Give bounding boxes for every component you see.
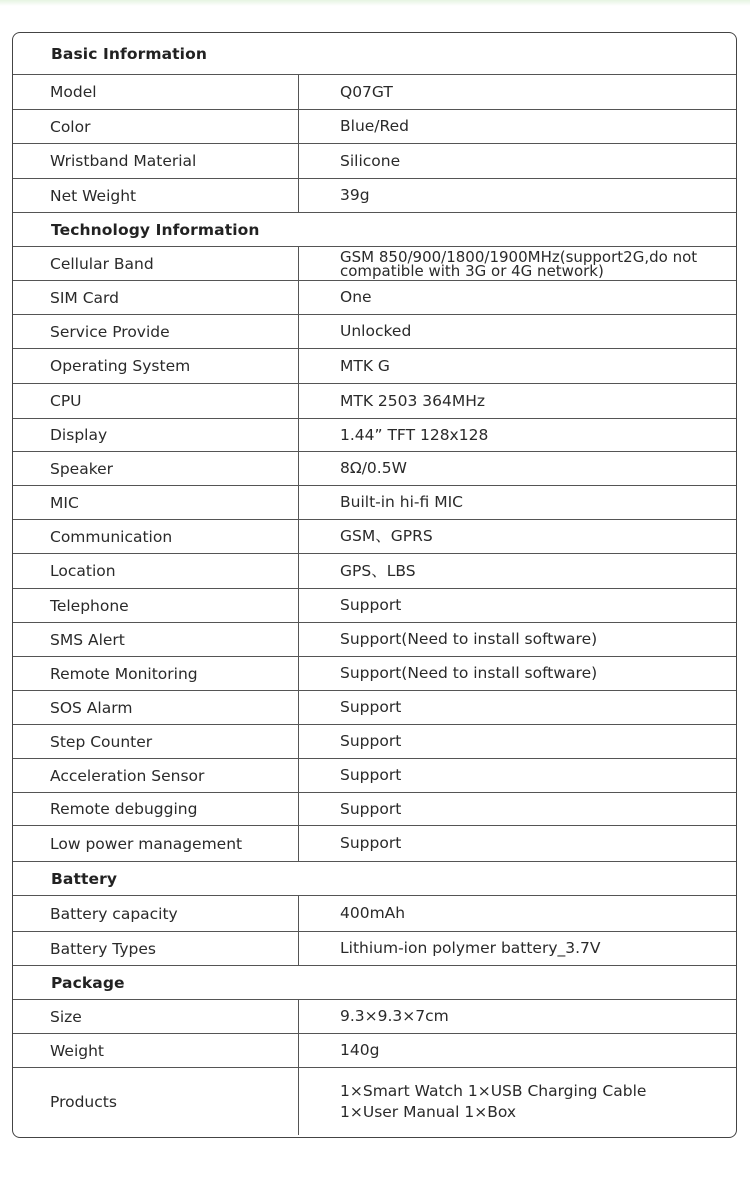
spec-row-size [13,1000,736,1034]
spec-row-sms-alert [13,623,736,657]
spec-label: Low power management [13,826,299,861]
spec-value: Blue/Red [340,117,409,135]
spec-value: Support(Need to install software) [340,664,598,682]
spec-label: SIM Card [13,281,299,314]
spec-label: Remote debugging [13,793,299,825]
spec-value: GSM、GPRS [340,527,433,545]
spec-table [12,32,737,1138]
spec-row-cpu [13,384,736,419]
spec-value: 8Ω/0.5W [340,459,407,477]
spec-row-remote-monitoring [13,657,736,691]
spec-value: Support [340,834,402,852]
spec-label: Telephone [13,589,299,622]
spec-row-color [13,110,736,144]
spec-label: SOS Alarm [13,691,299,724]
spec-row-communication [13,520,736,554]
top-accent-strip [0,0,750,6]
section-title: Basic Information [51,44,207,63]
spec-row-low-power-management [13,826,736,862]
spec-row-location [13,554,736,589]
spec-value: MTK G [340,356,390,375]
spec-row-service-provide [13,315,736,349]
spec-row-sim-card [13,281,736,315]
spec-value: 400mAh [340,904,406,922]
spec-value: Q07GT [340,82,393,101]
spec-value: One [340,288,372,306]
spec-value: Unlocked [340,322,412,340]
spec-value: Silicone [340,151,401,170]
spec-label: Acceleration Sensor [13,759,299,792]
section-basic-information [13,33,736,75]
spec-label: Products [13,1068,299,1135]
spec-label: Weight [13,1034,299,1067]
spec-row-weight [13,1034,736,1068]
spec-label: Operating System [13,349,299,383]
spec-value: Support [340,732,402,750]
spec-row-products [13,1068,736,1135]
section-battery [13,862,736,896]
section-title: Battery [51,869,118,888]
spec-label: Net Weight [13,179,299,212]
section-package [13,966,736,1000]
spec-row-step-counter [13,725,736,759]
spec-label: Size [13,1000,299,1033]
spec-label: SMS Alert [13,623,299,656]
spec-row-net-weight [13,179,736,213]
spec-value: Built-in hi-fi MIC [340,493,463,511]
spec-row-speaker [13,452,736,486]
spec-row-mic [13,486,736,520]
section-title: Technology Information [51,220,260,239]
spec-label: Battery Types [13,932,299,965]
spec-value: 1.44” TFT 128x128 [340,425,489,444]
spec-label: Battery capacity [13,896,299,931]
spec-value: GPS、LBS [340,561,416,580]
section-technology-information [13,213,736,247]
spec-value: Lithium-ion polymer battery_3.7V [340,939,601,957]
spec-value: GSM 850/900/1800/1900MHz(support2G,do not compatible with 3G or 4G network) [340,247,698,280]
spec-value: 39g [340,186,370,204]
spec-value: Support [340,698,402,716]
spec-label: Remote Monitoring [13,657,299,690]
spec-row-sos-alarm [13,691,736,725]
spec-value: 1×Smart Watch 1×USB Charging Cable 1×User Manual 1×Box [340,1081,647,1121]
spec-value: Support [340,596,402,614]
spec-row-cellular-band [13,247,736,281]
spec-label: CPU [13,384,299,418]
spec-label: Display [13,419,299,451]
section-title: Package [51,973,125,992]
spec-row-telephone [13,589,736,623]
spec-row-battery-types [13,932,736,966]
spec-label: Cellular Band [13,247,299,280]
spec-label: Model [13,75,299,109]
spec-value: Support [340,799,402,818]
spec-label: Communication [13,520,299,553]
spec-label: Color [13,110,299,143]
spec-label: Service Provide [13,315,299,348]
spec-label: Location [13,554,299,588]
spec-row-operating-system [13,349,736,384]
spec-label: Speaker [13,452,299,485]
spec-row-model [13,75,736,110]
spec-label: MIC [13,486,299,519]
spec-value: Support(Need to install software) [340,630,598,648]
spec-row-acceleration-sensor [13,759,736,793]
spec-row-battery-capacity [13,896,736,932]
spec-row-display [13,419,736,452]
spec-value: 140g [340,1041,380,1059]
spec-value: Support [340,766,402,784]
spec-row-remote-debugging [13,793,736,826]
spec-label: Step Counter [13,725,299,758]
spec-value: 9.3×9.3×7cm [340,1007,449,1025]
spec-label: Wristband Material [13,144,299,178]
spec-row-wristband-material [13,144,736,179]
spec-value: MTK 2503 364MHz [340,391,486,410]
